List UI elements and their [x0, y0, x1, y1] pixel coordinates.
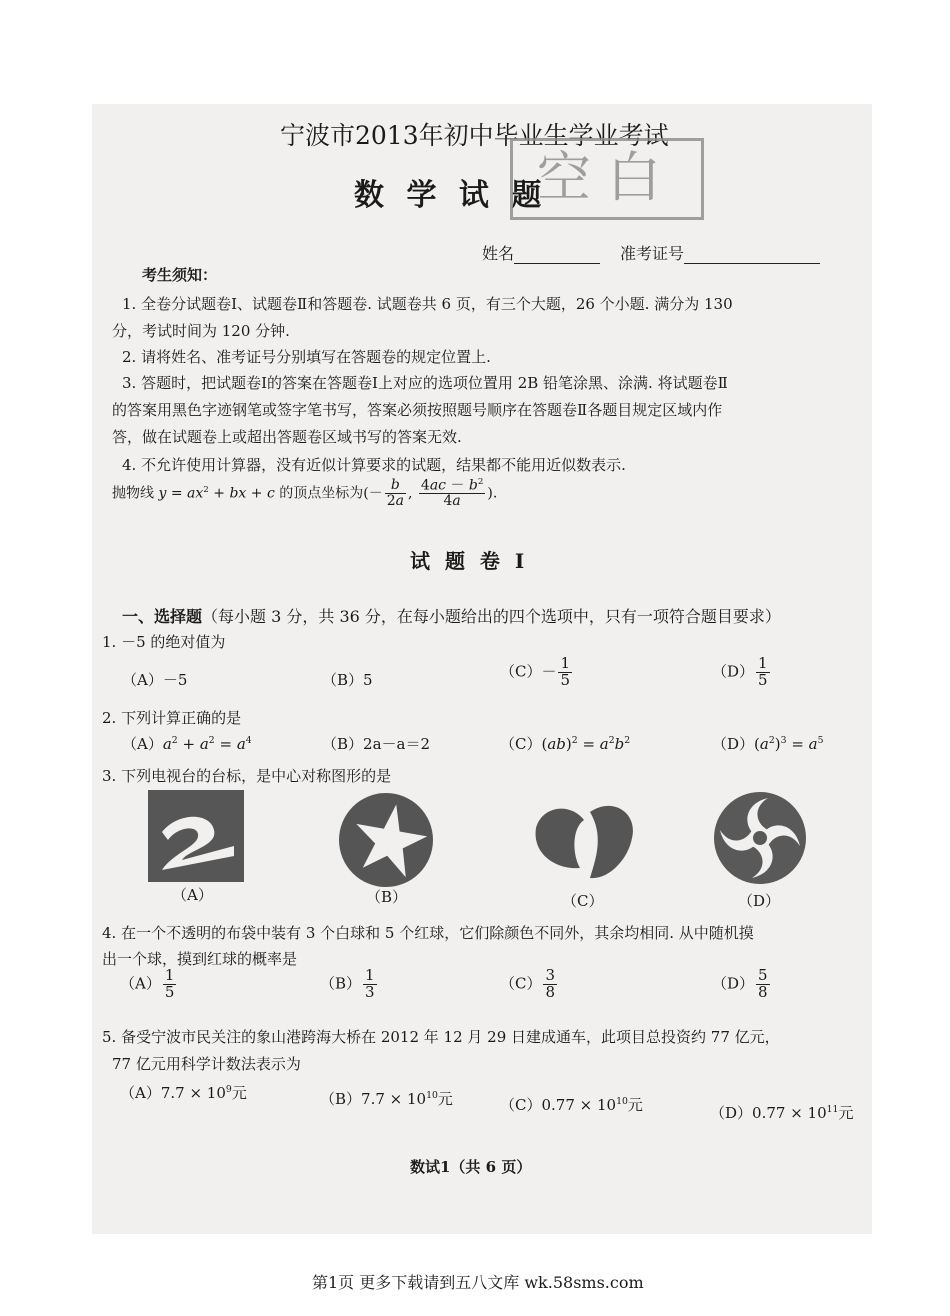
stamp-text: 空白	[537, 146, 677, 209]
q5-option-d-unit: 元	[838, 1104, 854, 1122]
formula-prefix: 抛物线	[112, 485, 154, 502]
notice-item-4: 4. 不允许使用计算器，没有近似计算要求的试题，结果都不能用近似数表示.	[122, 456, 626, 474]
q5-stem-line2: 77 亿元用科学计数法表示为	[112, 1055, 301, 1073]
q2-option-c-label: （C）	[500, 735, 542, 753]
q1-option-a[interactable]: （A）－5	[122, 671, 188, 689]
q3-stem: 3. 下列电视台的台标，是中心对称图形的是	[102, 767, 392, 785]
q5-stem-line1: 5. 备受宁波市民关注的象山港跨海大桥在 2012 年 12 月 29 日建成通车，此项目总投资约 77 亿元，	[102, 1028, 780, 1046]
q4-option-b-label: （B）	[320, 974, 362, 993]
tv-logo-c-image[interactable]	[532, 798, 636, 884]
q4-stem-line1: 4. 在一个不透明的布袋中装有 3 个白球和 5 个红球，它们除颜色不同外，其余均相同. 从中随机摸	[102, 924, 754, 942]
q3-label-d: （D）	[738, 892, 781, 910]
q1-option-c[interactable]: （C）－ $\frac{1}{5}$	[500, 654, 571, 689]
q3-label-c: （C）	[562, 892, 604, 910]
notice-item-3b: 的答案用黑色字迹钢笔或签字笔书写，答案必须按照题号顺序在答题卷Ⅱ各题目规定区域内作	[112, 401, 723, 419]
q2-option-d-label: （D）	[712, 735, 755, 753]
q4-stem-line2: 出一个球，摸到红球的概率是	[102, 950, 298, 968]
q5-option-c[interactable]	[500, 1094, 643, 1115]
tv-logo-d-image[interactable]	[712, 790, 808, 886]
q2-option-c[interactable]: $(C)(ab)^2 = a^2b^2$	[500, 735, 631, 753]
q5-option-c-unit: 元	[627, 1096, 643, 1114]
q2-option-b[interactable]: （B）2a－a＝2	[322, 735, 430, 753]
subject-title: 数 学 试 题	[354, 178, 548, 213]
formula-mid: 的顶点坐标为	[279, 485, 364, 502]
page-footer: 数试1（共 6 页）	[410, 1158, 532, 1176]
q4-option-c-label: （C）	[500, 974, 542, 993]
section-heading-bold: 一、选择题	[122, 607, 203, 626]
id-field[interactable]	[620, 241, 820, 264]
notice-item-3a: 3. 答题时，把试题卷Ⅰ的答案在答题卷Ⅰ上对应的选项位置用 2B 铅笔涂黑、涂满. 将试题卷Ⅱ	[122, 374, 728, 392]
q5-option-c-exp: 10	[616, 1096, 628, 1107]
notice-item-2: 2. 请将姓名、准考证号分别填写在答题卷的规定位置上.	[122, 348, 491, 366]
q4-option-d-label: （D）	[712, 974, 755, 993]
q2-option-d[interactable]: $(D)(a^2)^3 = a^5$	[712, 735, 824, 753]
name-blank[interactable]	[514, 244, 600, 264]
q5-option-a-unit: 元	[231, 1084, 247, 1102]
q1-option-c-label: （C）－	[500, 662, 557, 681]
q5-option-d[interactable]	[710, 1102, 853, 1123]
q2-option-a-label: （A）	[122, 735, 163, 753]
q4-option-a[interactable]: （A） $\frac{1}{5}$	[120, 966, 175, 1001]
exam-paper	[92, 104, 872, 1234]
q5-option-d-label: （D）0.77 × 10	[710, 1104, 827, 1122]
q4-option-d[interactable]: （D） $\frac{5}{8}$	[712, 966, 768, 1001]
q5-option-b-exp: 10	[426, 1090, 438, 1101]
id-blank[interactable]	[684, 244, 820, 264]
section-heading-rest: （每小题 3 分，共 36 分，在每小题给出的四个选项中，只有一项符合题目要求）	[202, 607, 781, 626]
q1-option-d-label: （D）	[712, 662, 755, 681]
q4-option-b[interactable]: （B） $\frac{1}{3}$	[320, 966, 375, 1001]
q3-label-a: （A）	[172, 886, 213, 904]
q5-option-b[interactable]	[320, 1088, 453, 1109]
q2-option-a[interactable]: $(A)a^2 + a^2 = a^4$	[122, 735, 252, 753]
q1-option-b[interactable]: （B）5	[322, 671, 373, 689]
q5-option-b-unit: 元	[437, 1090, 453, 1108]
name-label: 姓名	[482, 244, 515, 263]
blank-stamp	[510, 138, 704, 220]
q2-stem: 2. 下列计算正确的是	[102, 709, 242, 727]
q4-option-c[interactable]: （C） $\frac{3}{8}$	[500, 966, 556, 1001]
notice-item-3c: 答，做在试题卷上或超出答题卷区域书写的答案无效.	[112, 428, 462, 446]
q5-option-c-label: （C）0.77 × 10	[500, 1096, 617, 1114]
tv-logo-a-image[interactable]	[148, 790, 244, 882]
download-footer: 第1页 更多下载请到五八文库 wk.58sms.com	[312, 1273, 644, 1292]
tv-logo-b-image[interactable]	[338, 792, 434, 888]
q5-option-a-exp: 9	[225, 1084, 232, 1095]
q1-option-d[interactable]: （D） $\frac{1}{5}$	[712, 654, 768, 689]
id-label: 准考证号	[620, 244, 685, 263]
notice-item-1b: 分，考试时间为 120 分钟.	[112, 322, 290, 340]
notice-item-1a: 1. 全卷分试题卷Ⅰ、试题卷Ⅱ和答题卷. 试题卷共 6 页，有三个大题，26 个小题. 满分为 130	[122, 295, 733, 313]
vertex-formula: 抛物线 $y = ax^2$ + bx + c 的顶点坐标为(－ $\frac{b}{2a}$ , $\frac{4ac - b^2}{4a}$ ).	[112, 477, 498, 510]
q5-option-a[interactable]	[120, 1082, 247, 1103]
exam-title: 宁波市2013年初中毕业生学业考试	[280, 121, 669, 150]
q1-stem: 1. －5 的绝对值为	[102, 633, 226, 651]
q5-option-d-exp: 11	[826, 1104, 839, 1115]
q3-label-b: （B）	[366, 888, 408, 906]
notice-heading: 考生须知：	[142, 266, 218, 284]
section-heading	[122, 604, 781, 627]
section-title: 试 题 卷 Ⅰ	[410, 549, 529, 573]
q5-option-a-label: （A）7.7 × 10	[120, 1084, 226, 1102]
name-field[interactable]	[482, 241, 600, 264]
q4-option-a-label: （A）	[120, 974, 161, 993]
q5-option-b-label: （B）7.7 × 10	[320, 1090, 427, 1108]
